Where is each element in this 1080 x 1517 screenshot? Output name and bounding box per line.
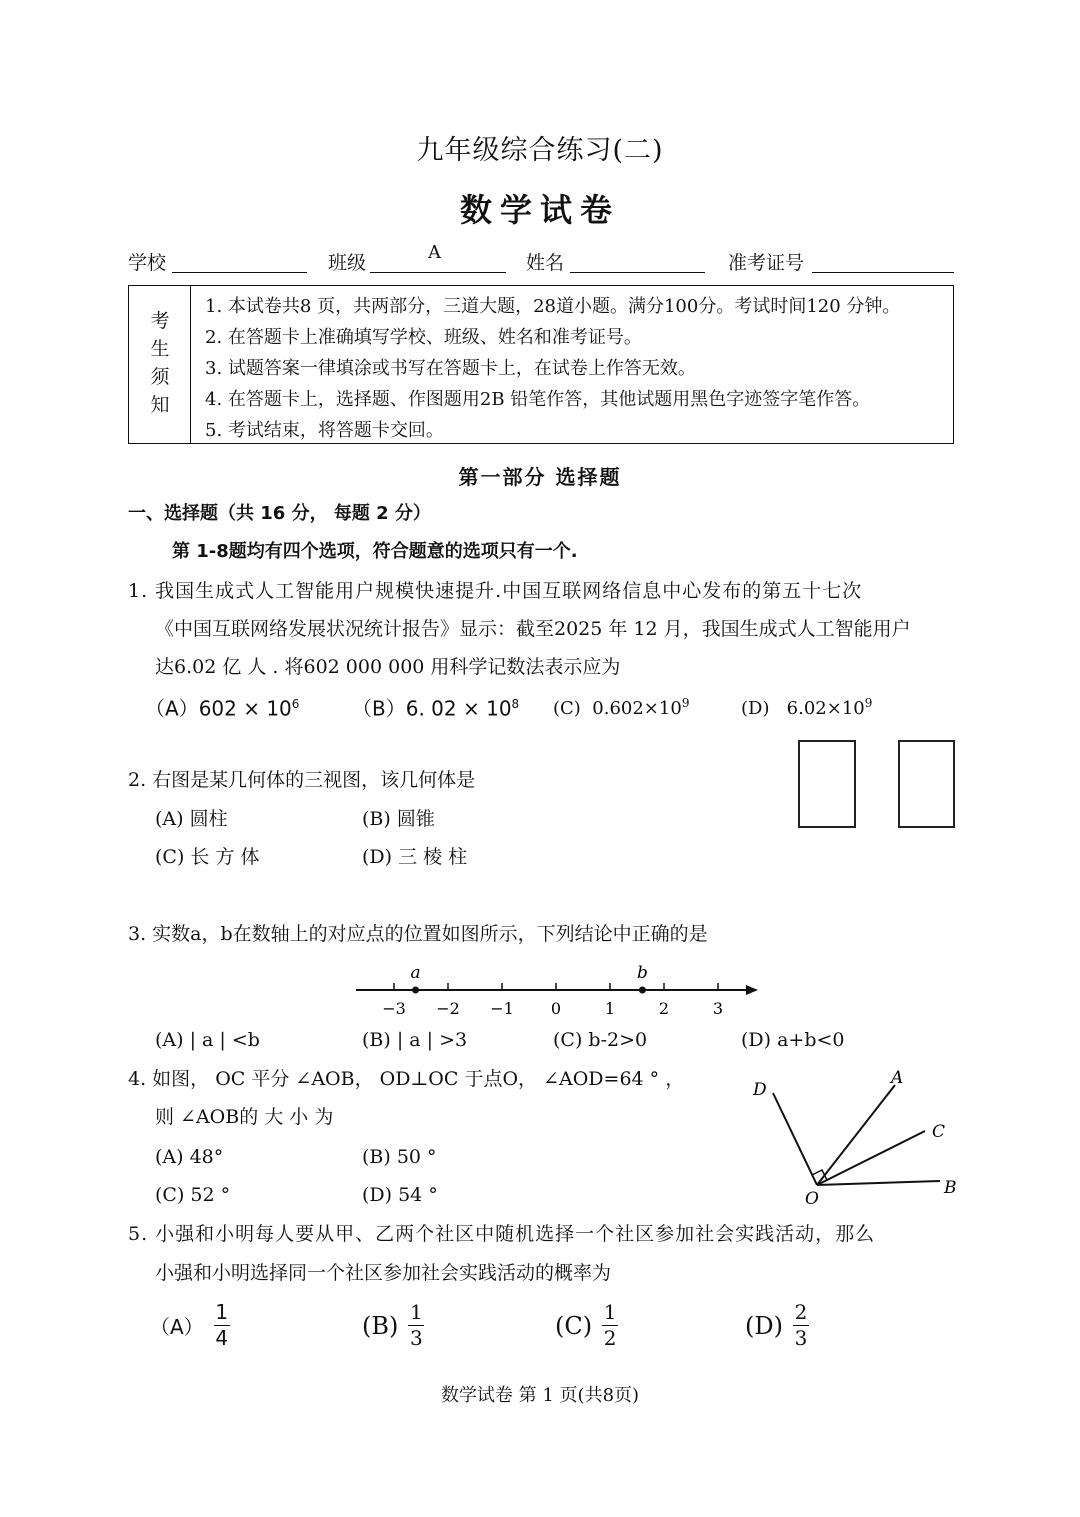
option-label: （A） <box>150 1315 204 1339</box>
exam-title: 九年级综合练习(二) <box>416 135 664 166</box>
fraction <box>408 1302 424 1349</box>
number-line-ticks <box>382 983 723 1018</box>
tick-label: −2 <box>436 999 460 1018</box>
name-field[interactable] <box>570 272 705 273</box>
exam-id-label: 准考证号 <box>728 252 805 274</box>
option-base: 6. 02 × 10 <box>405 696 512 721</box>
point-b-label: b <box>636 963 648 983</box>
option-label: （B） <box>352 696 406 721</box>
class-field[interactable] <box>370 272 506 273</box>
option-exp: 8 <box>511 697 520 711</box>
label-d: D <box>753 1080 767 1100</box>
q5-option-d[interactable] <box>745 1302 809 1349</box>
point-a-label: a <box>410 963 421 983</box>
numerator: 1 <box>215 1300 229 1324</box>
option-base: 0.602×10 <box>592 698 682 719</box>
exam-subtitle: 数学试卷 <box>459 191 620 229</box>
numerator: 1 <box>603 1300 617 1324</box>
denominator: 2 <box>603 1326 617 1350</box>
q1-option-d[interactable] <box>741 697 872 718</box>
q2-option-c[interactable]: (C) 长 方 体 <box>155 846 260 868</box>
option-label: （A） <box>145 696 199 721</box>
q3-option-a[interactable]: (A) | a | <b <box>155 1029 260 1051</box>
q2-option-b[interactable]: (B) 圆锥 <box>362 808 435 830</box>
option-base: 6.02×10 <box>786 698 865 719</box>
notice-head <box>129 286 191 443</box>
q1-option-b[interactable] <box>352 698 519 719</box>
instruction: 第 1-8题均有四个选项，符合题意的选项只有一个. <box>172 541 578 562</box>
notice-item: 1. 本试卷共8 页，共两部分，三道大题，28道小题。满分100分。考试时间120 分钟。 <box>205 296 901 317</box>
q1-line: 《中国互联网络发展状况统计报告》显示：截至2025 年 12 月，我国生成式人工智能用户 <box>155 618 911 640</box>
denominator: 4 <box>215 1326 229 1350</box>
tick-label: 3 <box>712 999 724 1018</box>
notice-box <box>128 285 954 444</box>
option-label: (D) <box>741 698 770 719</box>
option-exp: 6 <box>291 697 300 711</box>
q5-line: 5. 小强和小明每人要从甲、乙两个社区中随机选择一个社区参加社会实践活动，那么 <box>128 1223 876 1245</box>
q4-stem-line: 4. 如图， OC 平分 ∠AOB， OD⊥OC 于点O， ∠AOD=64 ° ， <box>128 1068 685 1090</box>
tick-label: −3 <box>382 999 406 1018</box>
notice-item: 5. 考试结束，将答题卡交回。 <box>205 420 444 441</box>
numerator: 1 <box>410 1300 423 1324</box>
q3-stem: 3. 实数a，b在数轴上的对应点的位置如图所示，下列结论中正确的是 <box>128 923 708 945</box>
ray-od <box>773 1093 817 1185</box>
q3-option-c[interactable]: (C) b-2>0 <box>553 1029 648 1051</box>
q4-option-a[interactable]: (A) 48° <box>155 1146 224 1168</box>
class-label: 班级 <box>328 252 367 274</box>
q4-stem-line: 则 ∠AOB的 大 小 为 <box>155 1106 334 1128</box>
denominator: 3 <box>410 1326 423 1350</box>
q2-option-d[interactable]: (D) 三 棱 柱 <box>362 846 468 868</box>
tick-label: 2 <box>658 999 670 1018</box>
label-b: B <box>944 1178 957 1198</box>
q5-option-a[interactable] <box>150 1302 230 1349</box>
q4-option-d[interactable]: (D) 54 ° <box>362 1184 438 1206</box>
notice-head-char: 须 <box>150 366 170 388</box>
q1-line: 达6.02 亿 人 . 将602 000 000 用科学记数法表示应为 <box>155 656 621 678</box>
numerator: 2 <box>794 1300 808 1324</box>
q4-option-b[interactable]: (B) 50 ° <box>362 1146 437 1168</box>
notice-head-char: 生 <box>150 338 170 360</box>
label-o: O <box>805 1189 819 1209</box>
notice-item: 3. 试题答案一律填涂或书写在答题卡上，在试卷上作答无效。 <box>205 358 696 379</box>
q3-option-b[interactable]: (B) | a | >3 <box>362 1029 468 1051</box>
denominator: 3 <box>794 1326 808 1350</box>
section-title: 第一部分 选择题 <box>458 465 622 489</box>
q5-option-c[interactable] <box>555 1302 618 1349</box>
number-line-arrow <box>746 985 758 995</box>
school-field[interactable] <box>172 272 307 273</box>
label-a: A <box>891 1068 904 1088</box>
option-label: (B) <box>362 1311 399 1340</box>
q5-option-b[interactable] <box>362 1302 424 1349</box>
option-exp: 9 <box>864 696 873 710</box>
fraction <box>793 1302 809 1349</box>
notice-item: 4. 在答题卡上，选择题、作图题用2B 铅笔作答，其他试题用黑色字迹签字笔作答。 <box>205 389 871 410</box>
option-label: (C) <box>555 1311 593 1340</box>
fraction <box>602 1302 618 1349</box>
class-value: A <box>428 242 441 263</box>
q1-option-a[interactable] <box>145 698 299 719</box>
q2-option-a[interactable]: (A) 圆柱 <box>155 808 228 830</box>
ray-oc <box>817 1131 925 1185</box>
option-exp: 9 <box>681 696 690 710</box>
notice-head-char: 考 <box>150 310 170 332</box>
q3-option-d[interactable]: (D) a+b<0 <box>741 1029 845 1051</box>
point-a-dot <box>412 987 419 994</box>
page-footer: 数学试卷 第 1 页(共8页) <box>440 1385 640 1406</box>
notice-head-char: 知 <box>150 394 170 416</box>
exam-id-field[interactable] <box>812 272 954 273</box>
tick-label: 0 <box>550 999 562 1018</box>
fraction <box>214 1302 230 1349</box>
school-label: 学校 <box>128 252 167 274</box>
q1-line: 1. 我国生成式人工智能用户规模快速提升.中国互联网络信息中心发布的第五十七次 <box>128 580 863 602</box>
label-c: C <box>932 1122 946 1142</box>
tick-label: 1 <box>604 999 616 1018</box>
side-view-rect <box>898 740 955 828</box>
option-base: 602 × 10 <box>198 696 292 721</box>
option-label: (C) <box>553 698 581 719</box>
part-heading: 一、选择题（共 16 分， 每题 2 分） <box>128 503 431 524</box>
ray-oa <box>817 1085 895 1185</box>
tick-label: −1 <box>490 999 514 1018</box>
angle-figure <box>745 1065 970 1210</box>
q2-stem: 2. 右图是某几何体的三视图，该几何体是 <box>128 769 476 791</box>
q4-option-c[interactable]: (C) 52 ° <box>155 1184 231 1206</box>
option-label: (D) <box>745 1311 783 1340</box>
ray-ob <box>817 1181 940 1185</box>
student-info-row <box>128 242 954 278</box>
q1-option-c[interactable] <box>553 697 689 718</box>
name-label: 姓名 <box>526 252 565 274</box>
q5-line: 小强和小明选择同一个社区参加社会实践活动的概率为 <box>155 1262 612 1284</box>
number-line-figure <box>350 960 770 1020</box>
point-b-dot <box>639 987 646 994</box>
notice-item: 2. 在答题卡上准确填写学校、班级、姓名和准考证号。 <box>205 327 642 348</box>
front-view-rect <box>798 740 856 828</box>
